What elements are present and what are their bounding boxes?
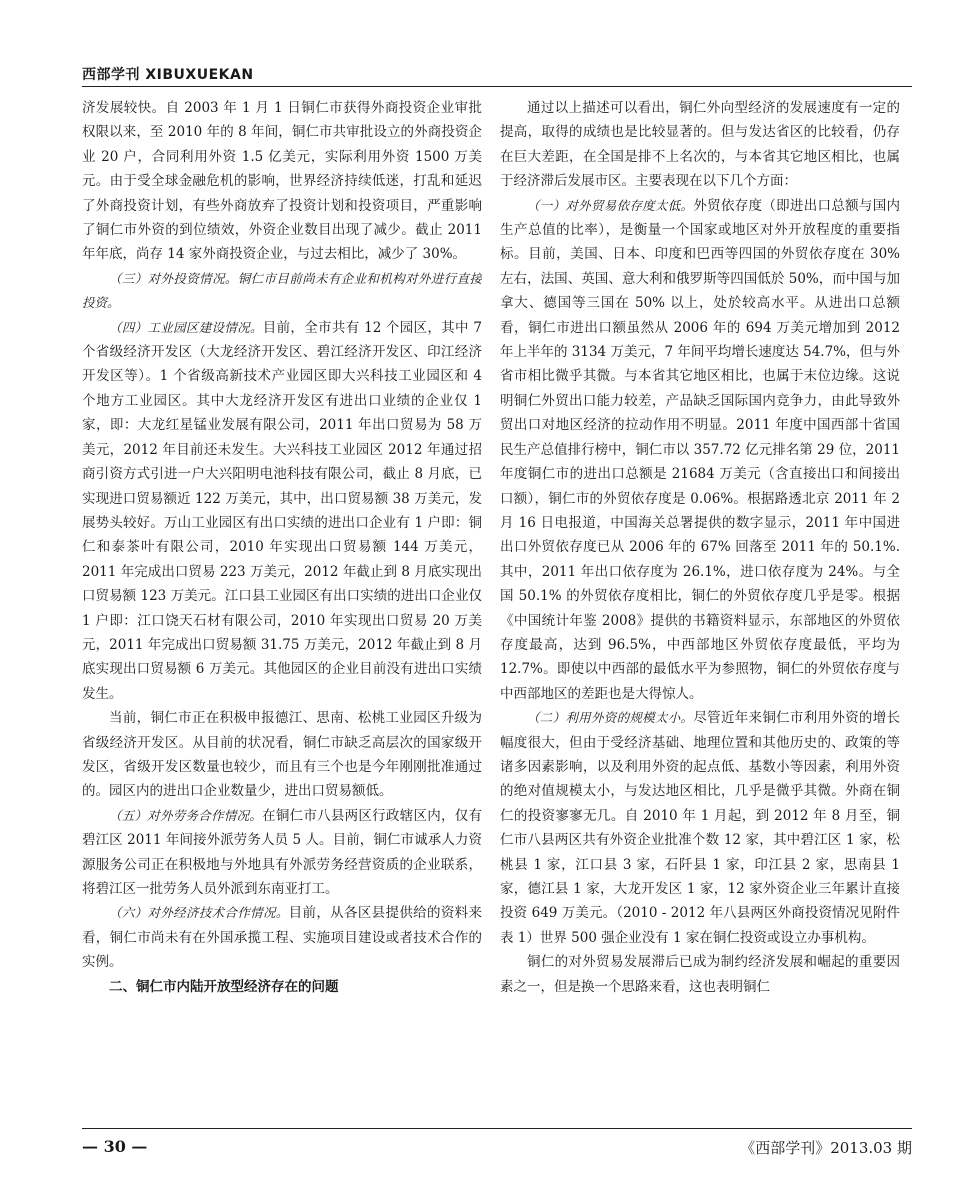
paragraph: 济发展较快。自 2003 年 1 月 1 日铜仁市获得外商投资企业审批权限以来，至 2010 年的 8 年间，铜仁市共审批设立的外商投资企业 20 户，合同利用外资 1.5 亿美元，实际利用外资 1500 万美元。由于受全球金融危机的影响，世界经济持续低迷，打乱和延迟了外商投资计划，有些外商放弃了投资计划和投资项目，严重影响了铜仁市外资的到位绩效，外资企业数目出现了减少。截止 2011 年年底，尚存 14 家外商投资企业，与过去相比，减少了 30%。 xyxy=(82,100,482,263)
paragraph: 当前，铜仁市正在积极申报德江、思南、松桃工业园区升级为省级经济开发区。从目前的状况看，铜仁市缺乏高层次的国家级开发区，省级开发区数量也较少，而且有三个也是今年刚刚批准通过的。园区内的进出口企业数量少，进出口贸易额低。 xyxy=(82,710,482,800)
subsection-heading: （五）对外劳务合作情况。 xyxy=(109,807,263,823)
right-column xyxy=(500,96,900,1124)
subsection-heading: （四）工业园区建设情况。 xyxy=(109,319,263,335)
paragraph-body: 外贸依存度（即进出口总额与国内生产总值的比率），是衡量一个国家或地区对外开放程度的重要指标。目前，美国、日本、印度和巴西等四国的外贸依存度在 30% 左右，法国、英国、意大利和俄罗斯等四国低於 50%，而中国与加拿大、德国等三国在 50% 以上，处於较高水平。从进出口总额看，铜仁市进出口额虽然从 2006 年的 694 万美元增加到 2012 年上半年的 3134 万美元，7 年间平均增长速度达 54.7%，但与外省市相比微乎其微。与本省其它地区相比，也属于末位边缘。这说明铜仁外贸出口能力较差，产品缺乏国际国内竞争力，由此导致外贸出口对地区经济的拉动作用不明显。2011 年度中国西部十省国民生产总值排行榜中，铜仁市以 357.72 亿元排名第 29 位，2011 年度铜仁市的进出口总额是 21684 万美元（含直接出口和间接出口额），铜仁市的外贸依存度是 0.06%。根据路透北京 2011 年 2 月 16 日电报道，中国海关总署提供的数字显示，2011 年中国进出口外贸依存度已从 2006 年的 67% 回落至 2011 年的 50.1%. 其中，2011 年出口依存度为 26.1%，进口依存度为 24%。与全国 50.1% 的外贸依存度相比，铜仁的外贸依存度几乎是零。根据《中国统计年鉴 2008》提供的书籍资料显示，东部地区的外贸依存度最高，达到 96.5%，中西部地区外贸依存度最低，平均为 12.7%。即使以中西部的最低水平为参照物，铜仁的外贸依存度与中西部地区的差距也是大得惊人。 xyxy=(500,197,900,702)
paragraph xyxy=(500,194,900,707)
subsection-heading: （六）对外经济技术合作情况。 xyxy=(109,905,289,921)
running-header xyxy=(82,62,912,87)
paragraph xyxy=(82,804,482,902)
paragraph: 通过以上描述可以看出，铜仁外向型经济的发展速度有一定的提高，取得的成绩也是比较显著的。但与发达省区的比较看，仍存在巨大差距，在全国是排不上名次的，与本省其它地区相比，也属于经济滞后发展市区。主要表现在以下几个方面： xyxy=(500,100,900,190)
paragraph-body: 在铜仁市八县两区行政辖区内，仅有碧江区 2011 年间接外派劳务人员 5 人。目前，铜仁市诚承人力资源服务公司正在积极地与外地具有外派劳务经营资质的企业联系，将碧江区一批劳务人员外派到东南亚打工。 xyxy=(82,807,482,897)
paragraph-body: 目前，全市共有 12 个园区，其中 7 个省级经济开发区（大龙经济开发区、碧江经济开发区、印江经济开发区等）。1 个省级高新技术产业园区即大兴科技工业园区和 4 个地方工业园区。其中大龙经济开发区有进出口业绩的企业仅 1 家，即：大龙红星锰业发展有限公司，2011 年出口贸易为 58 万美元，2012 年目前还未发生。大兴科技工业园区 2012 年通过招商引资方式引进一户大兴阳明电池科技有限公司，截止 8 月底，已实现进口贸易额近 122 万美元，其中，出口贸易额 38 万美元，发展势头较好。万山工业园区有出口实绩的进出口企业有 1 户即：铜仁和泰茶叶有限公司，2010 年实现出口贸易额 144 万美元，2011 年完成出口贸易 223 万美元，2012 年截止到 8 月底实现出口贸易额 123 万美元。江口县工业园区有出口实绩的进出口企业仅 1 户即：江口饶天石材有限公司，2010 年实现出口贸易 20 万美元，2011 年完成出口贸易额 31.75 万美元，2012 年截止到 8 月底实现出口贸易额 6 万美元。其他园区的企业目前没有进出口实绩发生。 xyxy=(82,319,482,702)
paragraph-body: 尽管近年来铜仁市利用外资的增长幅度很大，但由于受经济基础、地理位置和其他历史的、政策的等诸多因素影响，以及利用外资的起点低、基数小等因素，利用外资的绝对值规模太小，与发达地区相比，几乎是微乎其微。外商在铜仁的投资寥寥无几。自 2010 年 1 月起，到 2012 年 8 月至，铜仁市八县两区共有外资企业批准个数 12 家，其中碧江区 1 家，松桃县 1 家，江口县 3 家，石阡县 1 家，印江县 2 家，思南县 1 家，德江县 1 家，大龙开发区 1 家，12 家外资企业三年累计直接投资 649 万美元。（2010 - 2012 年八县两区外商投资情况见附件表 1）世界 500 强企业没有 1 家在铜仁投资或设立办事机构。 xyxy=(500,710,900,946)
section-heading: 二、铜仁市内陆开放型经济存在的问题 xyxy=(109,978,339,995)
paragraph xyxy=(82,267,482,316)
paragraph: 铜仁的对外贸易发展滞后已成为制约经济发展和崛起的重要因素之一，但是换一个思路来看，这也表明铜仁 xyxy=(500,954,900,995)
subsection-heading: （一）对外贸易依存度太低。 xyxy=(527,197,694,213)
page-number: — 30 — xyxy=(82,1137,148,1156)
left-column xyxy=(82,96,482,1124)
running-footer xyxy=(82,1128,912,1159)
paragraph xyxy=(500,706,900,950)
paragraph xyxy=(82,316,482,707)
paragraph xyxy=(82,901,482,974)
paragraph-body: 目前，从各区县提供给的资料来看，铜仁市尚未有在外国承揽工程、实施项目建设或者技术合作的实例。 xyxy=(82,905,482,971)
subsection-heading: （二）利用外资的规模太小。 xyxy=(527,710,694,726)
paragraph-body: 铜仁市目前尚未有企业和机构对外进行直接投资。 xyxy=(82,270,482,311)
journal-brand: 西部学刊 XIBUXUEKAN xyxy=(82,67,254,83)
subsection-heading: （三）对外投资情况。 xyxy=(109,270,238,286)
journal-issue: 《西部学刊》2013.03 期 xyxy=(740,1139,912,1157)
